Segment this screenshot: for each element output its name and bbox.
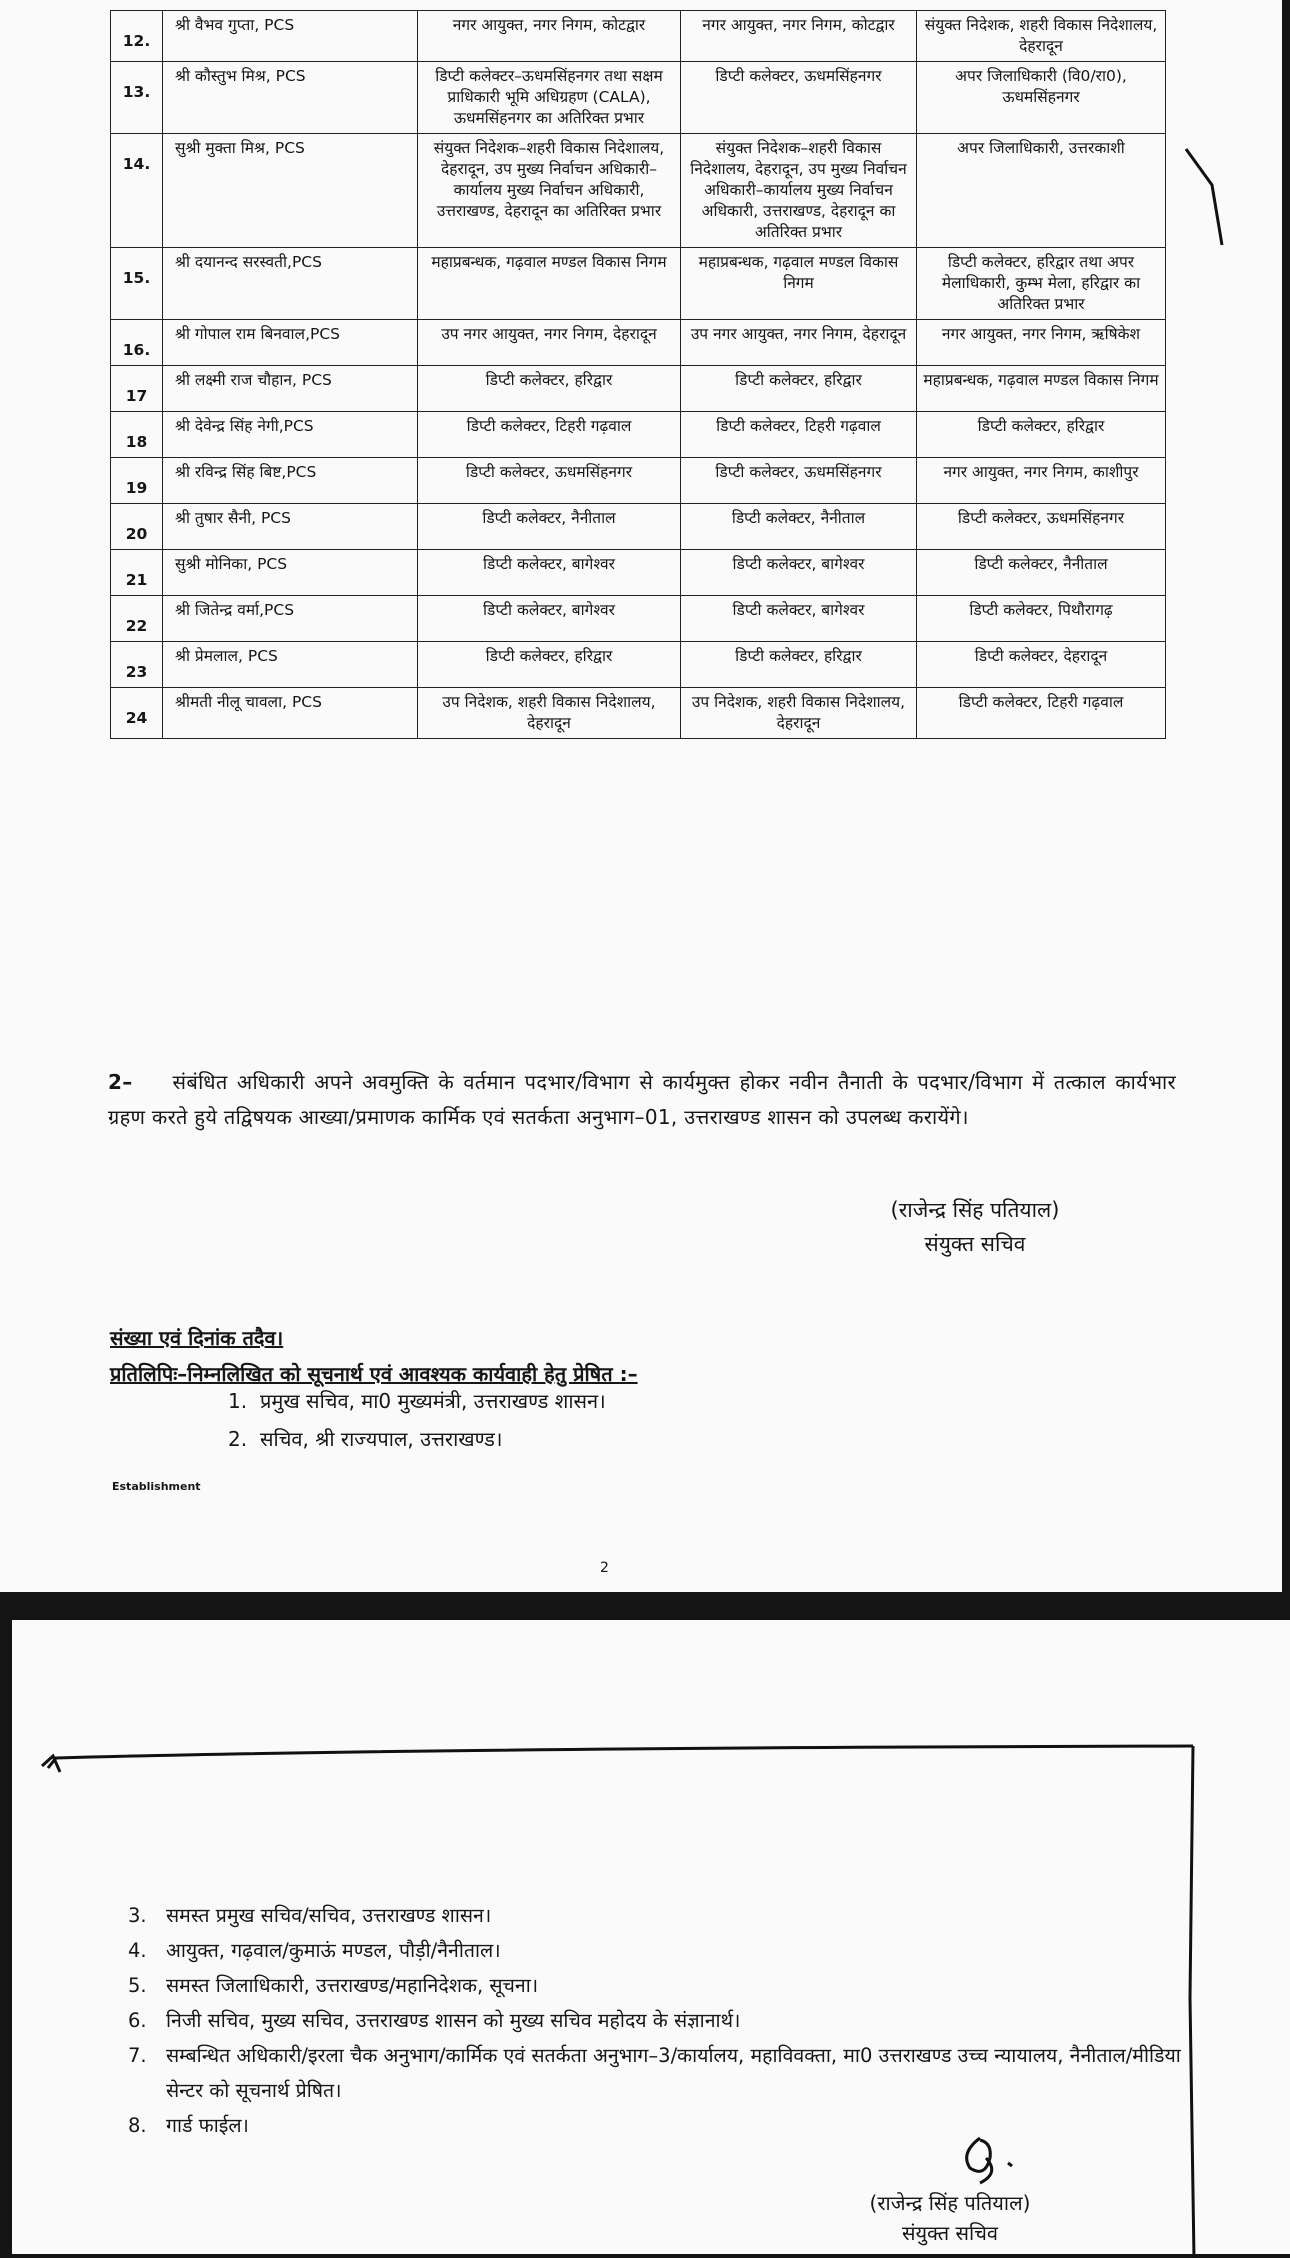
department-cell: डिप्टी कलेक्टर, बागेश्वर (681, 550, 917, 596)
name-cell: सुश्री मुक्ता मिश्र, PCS (163, 134, 418, 248)
serial-cell: 17 (111, 366, 163, 412)
department-cell: महाप्रबन्धक, गढ़वाल मण्डल विकास निगम (681, 248, 917, 320)
table-row (111, 248, 1166, 320)
serial-cell: 22 (111, 596, 163, 642)
current-post-cell: डिप्टी कलेक्टर, बागेश्वर (418, 596, 681, 642)
current-post-cell: उप निदेशक, शहरी विकास निदेशालय, देहरादून (418, 688, 681, 739)
signatory-name: (राजेन्द्र सिंह पतियाल) (890, 1198, 1060, 1222)
current-post-cell: डिप्टी कलेक्टर, टिहरी गढ़वाल (418, 412, 681, 458)
new-posting-cell: महाप्रबन्धक, गढ़वाल मण्डल विकास निगम (917, 366, 1166, 412)
name-cell: श्री लक्ष्मी राज चौहान, PCS (163, 366, 418, 412)
department-cell: डिप्टी कलेक्टर, हरिद्वार (681, 642, 917, 688)
department-cell: डिप्टी कलेक्टर, टिहरी गढ़वाल (681, 412, 917, 458)
list-item: 8. गार्ड फाईल। (128, 2114, 249, 2137)
table-row (111, 458, 1166, 504)
serial-cell: 24 (111, 688, 163, 739)
new-posting-cell: संयुक्त निदेशक, शहरी विकास निदेशालय, देहरादून (917, 11, 1166, 62)
current-post-cell: डिप्टी कलेक्टर, हरिद्वार (418, 642, 681, 688)
signatory-title: संयुक्त सचिव (924, 1232, 1026, 1256)
name-cell: श्री दयानन्द सरस्वती,PCS (163, 248, 418, 320)
new-posting-cell: नगर आयुक्त, नगर निगम, ऋषिकेश (917, 320, 1166, 366)
serial-cell: 15. (111, 248, 163, 320)
serial-cell: 21 (111, 550, 163, 596)
serial-cell: 16. (111, 320, 163, 366)
serial-cell: 20 (111, 504, 163, 550)
list-item: 6. निजी सचिव, मुख्य सचिव, उत्तराखण्ड शासन को मुख्य सचिव महोदय के संज्ञानार्थ। (128, 2009, 741, 2032)
new-posting-cell: डिप्टी कलेक्टर, देहरादून (917, 642, 1166, 688)
department-cell: डिप्टी कलेक्टर, हरिद्वार (681, 366, 917, 412)
copy-list-1 (228, 1382, 606, 1458)
serial-cell: 18 (111, 412, 163, 458)
current-post-cell: डिप्टी कलेक्टर–ऊधमसिंहनगर तथा सक्षम प्राधिकारी भूमि अधिग्रहण (CALA), ऊधमसिंहनगर का अतिरिक्त प्रभार (418, 62, 681, 134)
name-cell: श्री रविन्द्र सिंह बिष्ट,PCS (163, 458, 418, 504)
table-row (111, 596, 1166, 642)
name-cell: श्री गोपाल राम बिनवाल,PCS (163, 320, 418, 366)
current-post-cell: उप नगर आयुक्त, नगर निगम, देहरादून (418, 320, 681, 366)
new-posting-cell: नगर आयुक्त, नगर निगम, काशीपुर (917, 458, 1166, 504)
table-row (111, 412, 1166, 458)
new-posting-cell: डिप्टी कलेक्टर, टिहरी गढ़वाल (917, 688, 1166, 739)
new-posting-cell: डिप्टी कलेक्टर, पिथौरागढ़ (917, 596, 1166, 642)
page-number: 2 (600, 1560, 609, 1576)
list-item: 1. प्रमुख सचिव, मा0 मुख्यमंत्री, उत्तराखण्ड शासन। (228, 1389, 606, 1413)
new-posting-cell: डिप्टी कलेक्टर, नैनीताल (917, 550, 1166, 596)
table-row (111, 62, 1166, 134)
current-post-cell: नगर आयुक्त, नगर निगम, कोटद्वार (418, 11, 681, 62)
copy-to-heading: प्रतिलिपिः–निम्नलिखित को सूचनार्थ एवं आवश्यक कार्यवाही हेतु प्रेषित :– (110, 1362, 638, 1386)
signatory-title: संयुक्त सचिव (901, 2221, 999, 2245)
current-post-cell: डिप्टी कलेक्टर, हरिद्वार (418, 366, 681, 412)
current-post-cell: डिप्टी कलेक्टर, बागेश्वर (418, 550, 681, 596)
signature-block-2 (835, 2188, 1065, 2248)
name-cell: सुश्री मोनिका, PCS (163, 550, 418, 596)
list-item: 3. समस्त प्रमुख सचिव/सचिव, उत्तराखण्ड शासन। (128, 1904, 492, 1927)
establishment-label: Establishment (112, 1480, 201, 1493)
department-cell: डिप्टी कलेक्टर, बागेश्वर (681, 596, 917, 642)
name-cell: श्री जितेन्द्र वर्मा,PCS (163, 596, 418, 642)
department-cell: उप निदेशक, शहरी विकास निदेशालय, देहरादून (681, 688, 917, 739)
name-cell: श्री प्रेमलाल, PCS (163, 642, 418, 688)
department-cell: संयुक्त निदेशक–शहरी विकास निदेशालय, देहरादून, उप मुख्य निर्वाचन अधिकारी–कार्यालय मुख्य निर्वाचन अधिकारी, उत्तराखण्ड, देहरादून का अतिरिक्त प्रभार (681, 134, 917, 248)
department-cell: डिप्टी कलेक्टर, नैनीताल (681, 504, 917, 550)
name-cell: श्री तुषार सैनी, PCS (163, 504, 418, 550)
new-posting-cell: डिप्टी कलेक्टर, हरिद्वार तथा अपर मेलाधिकारी, कुम्भ मेला, हरिद्वार का अतिरिक्त प्रभार (917, 248, 1166, 320)
transfer-table (110, 10, 1166, 739)
table-row (111, 688, 1166, 739)
signature-block-1 (860, 1193, 1090, 1261)
serial-cell: 14. (111, 134, 163, 248)
new-posting-cell: अपर जिलाधिकारी (वि0/रा0), ऊधमसिंहनगर (917, 62, 1166, 134)
list-item: 7. सम्बन्धित अधिकारी/इरला चैक अनुभाग/कार्मिक एवं सतर्कता अनुभाग–3/कार्यालय, महाविवक्ता, मा0 उत्तराखण्ड उच्च न्यायालय, नैनीताल/मीडिया सेन्टर को सूचनार्थ प्रेषित। (128, 2044, 1181, 2102)
table-row (111, 134, 1166, 248)
table-row (111, 642, 1166, 688)
current-post-cell: डिप्टी कलेक्टर, नैनीताल (418, 504, 681, 550)
current-post-cell: संयुक्त निदेशक–शहरी विकास निदेशालय, देहरादून, उप मुख्य निर्वाचन अधिकारी–कार्यालय मुख्य निर्वाचन अधिकारी, उत्तराखण्ड, देहरादून का अतिरिक्त प्रभार (418, 134, 681, 248)
name-cell: श्रीमती नीलू चावला, PCS (163, 688, 418, 739)
department-cell: नगर आयुक्त, नगर निगम, कोटद्वार (681, 11, 917, 62)
paragraph-text: संबंधित अधिकारी अपने अवमुक्ति के वर्तमान पदभार/विभाग से कार्यमुक्त होकर नवीन तैनाती के पदभार/विभाग में तत्काल कार्यभार ग्रहण करते हुये तद्विषयक आख्या/प्रमाणक कार्मिक एवं सतर्कता अनुभाग–01, उत्तराखण्ड शासन को उपलब्ध करायेंगे। (108, 1070, 1176, 1129)
list-item: 2. सचिव, श्री राज्यपाल, उत्तराखण्ड। (228, 1427, 503, 1451)
table-row (111, 11, 1166, 62)
current-post-cell: महाप्रबन्धक, गढ़वाल मण्डल विकास निगम (418, 248, 681, 320)
serial-cell: 12. (111, 11, 163, 62)
name-cell: श्री देवेन्द्र सिंह नेगी,PCS (163, 412, 418, 458)
table-row (111, 504, 1166, 550)
current-post-cell: डिप्टी कलेक्टर, ऊधमसिंहनगर (418, 458, 681, 504)
serial-cell: 13. (111, 62, 163, 134)
serial-cell: 23 (111, 642, 163, 688)
signatory-name: (राजेन्द्र सिंह पतियाल) (869, 2191, 1031, 2215)
new-posting-cell: अपर जिलाधिकारी, उत्तरकाशी (917, 134, 1166, 248)
name-cell: श्री वैभव गुप्ता, PCS (163, 11, 418, 62)
paragraph-2 (108, 1065, 1176, 1135)
handwritten-signature (950, 2128, 1030, 2188)
table-row (111, 320, 1166, 366)
serial-cell: 19 (111, 458, 163, 504)
new-posting-cell: डिप्टी कलेक्टर, हरिद्वार (917, 412, 1166, 458)
table-row (111, 550, 1166, 596)
department-cell: डिप्टी कलेक्टर, ऊधमसिंहनगर (681, 62, 917, 134)
paragraph-number: 2– (108, 1070, 133, 1094)
copy-list-2 (128, 1898, 1208, 2143)
department-cell: डिप्टी कलेक्टर, ऊधमसिंहनगर (681, 458, 917, 504)
list-item: 5. समस्त जिलाधिकारी, उत्तराखण्ड/महानिदेशक, सूचना। (128, 1974, 539, 1997)
department-cell: उप नगर आयुक्त, नगर निगम, देहरादून (681, 320, 917, 366)
list-item: 4. आयुक्त, गढ़वाल/कुमाऊं मण्डल, पौड़ी/नैनीताल। (128, 1939, 501, 1962)
table-row (111, 366, 1166, 412)
new-posting-cell: डिप्टी कलेक्टर, ऊधमसिंहनगर (917, 504, 1166, 550)
name-cell: श्री कौस्तुभ मिश्र, PCS (163, 62, 418, 134)
pen-mark (1182, 145, 1242, 255)
reference-line: संख्या एवं दिनांक तदैव। (110, 1326, 284, 1350)
